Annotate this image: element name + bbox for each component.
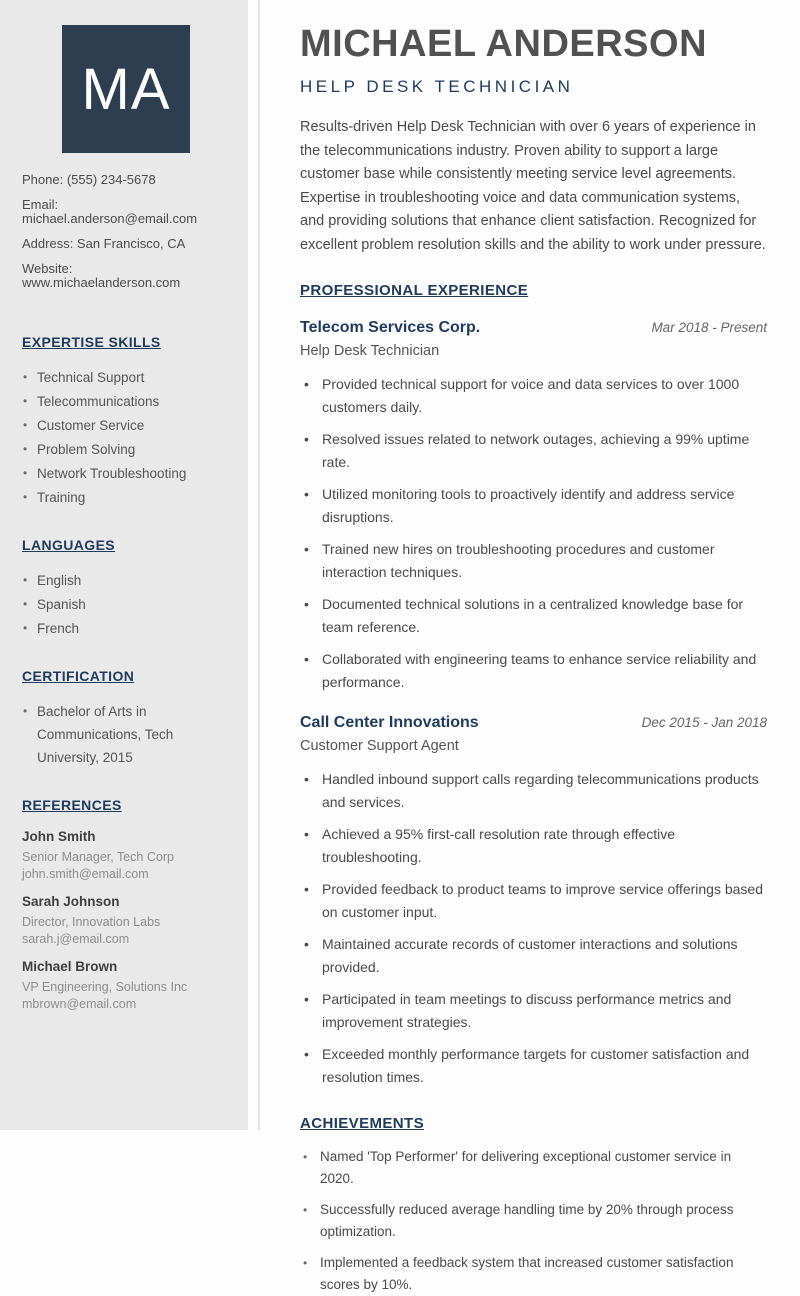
- reference-entry: [22, 959, 230, 1013]
- certification-list: [22, 700, 230, 769]
- person-name: MICHAEL ANDERSON: [300, 23, 708, 65]
- job-bullet: • Handled inbound support calls regarding telecommunications products and services.: [300, 768, 767, 814]
- job-bullet: • Utilized monitoring tools to proactively identify and address service disruptions.: [300, 483, 767, 529]
- job-bullet: • Provided feedback to product teams to improve service offerings based on customer input.: [300, 878, 767, 924]
- skill-item: • Network Troubleshooting: [22, 462, 230, 485]
- monogram-square: [62, 25, 190, 153]
- language-item: • English: [22, 569, 230, 592]
- reference-name: Michael Brown: [22, 959, 118, 974]
- achievement-bullet: • Implemented a feedback system that increased customer satisfaction scores by 10%.: [300, 1252, 767, 1296]
- language-item: • Spanish: [22, 593, 230, 616]
- reference-email: mbrown@email.com: [22, 997, 137, 1011]
- person-title: HELP DESK TECHNICIAN: [300, 77, 574, 96]
- job-bullet: • Trained new hires on troubleshooting procedures and customer interaction techniques.: [300, 538, 767, 584]
- monogram-initials: MA: [81, 56, 171, 122]
- reference-title: Director, Innovation Labs: [22, 915, 161, 929]
- reference-name: Sarah Johnson: [22, 894, 120, 909]
- language-item: • French: [22, 617, 230, 640]
- company-name: Call Center Innovations: [300, 714, 479, 731]
- achievements-section: [300, 1115, 767, 1296]
- skills-heading: EXPERTISE SKILLS: [22, 334, 161, 350]
- job-bullet: • Achieved a 95% first-call resolution rate through effective troubleshooting.: [300, 823, 767, 869]
- job-bullet-list: [300, 373, 767, 694]
- job-bullet: • Resolved issues related to network outages, achieving a 99% uptime rate.: [300, 428, 767, 474]
- reference-email: sarah.j@email.com: [22, 932, 130, 946]
- job-bullet: • Documented technical solutions in a centralized knowledge base for team reference.: [300, 593, 767, 639]
- company-name: Telecom Services Corp.: [300, 319, 481, 336]
- skill-item: • Telecommunications: [22, 390, 230, 413]
- skill-item: • Customer Service: [22, 414, 230, 437]
- contact-website: Website: www.michaelanderson.com: [22, 261, 181, 290]
- achievement-bullet: • Named 'Top Performer' for delivering exceptional customer service in 2020.: [300, 1146, 767, 1190]
- contact-block: [22, 173, 230, 290]
- skills-list: [22, 366, 230, 509]
- languages-list: [22, 569, 230, 640]
- job-entry: [300, 319, 767, 694]
- reference-entry: [22, 894, 230, 948]
- skill-item: • Problem Solving: [22, 438, 230, 461]
- reference-name: John Smith: [22, 829, 96, 844]
- achievements-list: [300, 1146, 767, 1296]
- skill-item: • Training: [22, 486, 230, 509]
- sidebar: [0, 0, 248, 1130]
- experience-section: [300, 282, 767, 1089]
- certification-section: [22, 668, 230, 769]
- achievement-bullet: • Successfully reduced average handling time by 20% through process optimization.: [300, 1199, 767, 1243]
- job-role: Customer Support Agent: [300, 738, 459, 754]
- experience-heading: PROFESSIONAL EXPERIENCE: [300, 282, 529, 299]
- skill-item: • Technical Support: [22, 366, 230, 389]
- certification-heading: CERTIFICATION: [22, 668, 135, 684]
- languages-section: [22, 537, 230, 640]
- job-header: [300, 714, 767, 732]
- reference-entry: [22, 829, 230, 883]
- job-role: Help Desk Technician: [300, 343, 440, 359]
- summary-paragraph: Results-driven Help Desk Technician with over 6 years of experience in the telecommunications industry. Proven ability to support a large customer base while consistently meeting service level agreements. Expertise in troubleshooting voice and data communication systems, and providing solutions that enhance client satisfaction. Recognized for excellent problem resolution skills and the ability to work under pressure.: [300, 119, 766, 253]
- job-dates: Dec 2015 - Jan 2018: [641, 715, 767, 730]
- job-bullet-list: [300, 768, 767, 1089]
- skills-section: [22, 334, 230, 509]
- job-dates: Mar 2018 - Present: [651, 320, 767, 335]
- main-content: [260, 0, 800, 1292]
- reference-title: Senior Manager, Tech Corp: [22, 850, 174, 864]
- job-entry: [300, 714, 767, 1089]
- contact-phone: Phone: (555) 234-5678: [22, 172, 156, 187]
- references-section: [22, 797, 230, 1013]
- achievements-heading: ACHIEVEMENTS: [300, 1115, 424, 1132]
- languages-heading: LANGUAGES: [22, 537, 116, 553]
- job-bullet: • Maintained accurate records of customer interactions and solutions provided.: [300, 933, 767, 979]
- job-header: [300, 319, 767, 337]
- job-bullet: • Collaborated with engineering teams to enhance service reliability and performance.: [300, 648, 767, 694]
- job-bullet: • Participated in team meetings to discuss performance metrics and improvement strategies.: [300, 988, 767, 1034]
- job-bullet: • Exceeded monthly performance targets for customer satisfaction and resolution times.: [300, 1043, 767, 1089]
- reference-email: john.smith@email.com: [22, 867, 149, 881]
- sidebar-divider: [248, 0, 260, 1130]
- contact-email: Email: michael.anderson@email.com: [22, 197, 198, 226]
- contact-address: Address: San Francisco, CA: [22, 236, 186, 251]
- certification-item: • Bachelor of Arts in Communications, Tech University, 2015: [22, 700, 230, 769]
- references-heading: REFERENCES: [22, 797, 122, 813]
- reference-title: VP Engineering, Solutions Inc: [22, 980, 188, 994]
- job-bullet: • Provided technical support for voice and data services to over 1000 customers daily.: [300, 373, 767, 419]
